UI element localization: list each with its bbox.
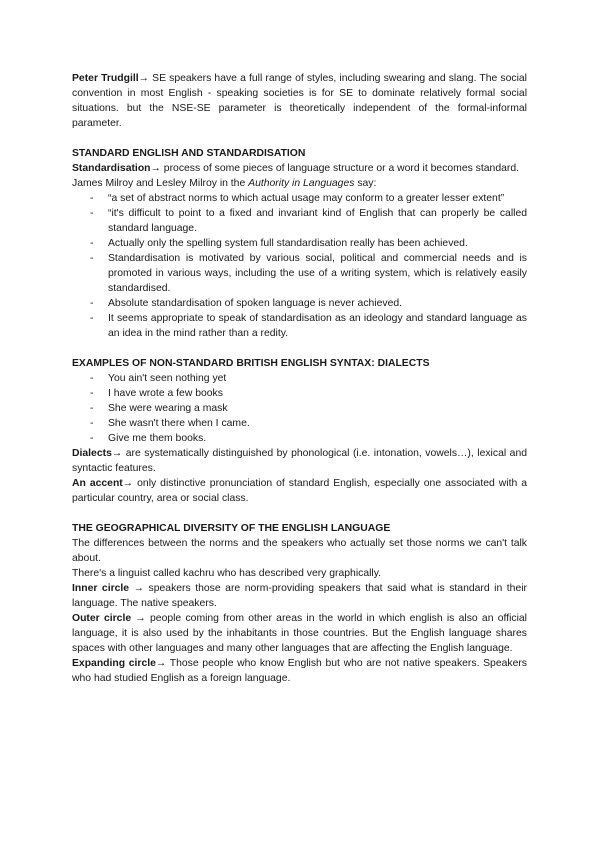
list-item: - Actually only the spelling system full standardisation really has been achieved. bbox=[108, 236, 527, 251]
standardisation-term: Standardisation bbox=[72, 163, 151, 174]
outer-circle-term: Outer circle bbox=[72, 613, 132, 624]
document-page bbox=[72, 71, 527, 686]
inner-circle-definition: Inner circle → speakers those are norm-providing speakers that said what is standard in their language. The native speakers. bbox=[72, 583, 527, 609]
list-item: - It seems appropriate to speak of standardisation as an ideology and standard language as an idea in the mind rather than a redity. bbox=[108, 311, 527, 341]
expanding-circle-term: Expanding circle bbox=[72, 658, 156, 669]
intro-text: → SE speakers have a full range of styles, including swearing and slang. The social convention in most English - speaking societies is for SE to dominate relatively formal social situations. but the NSE-SE parameter is theoretically independent of the formal-informal parameter. bbox=[72, 73, 527, 129]
milroy-list bbox=[72, 191, 527, 341]
list-item: - “it's difficult to point to a fixed and invariant kind of English that can properly be called standard language. bbox=[108, 206, 527, 236]
section3-heading: THE GEOGRAPHICAL DIVERSITY OF THE ENGLISH LANGUAGE bbox=[72, 523, 391, 534]
list-item: - She were wearing a mask bbox=[108, 401, 527, 416]
list-item: - Absolute standardisation of spoken language is never achieved. bbox=[108, 296, 527, 311]
milroy-intro: James Milroy and Lesley Milroy in the Authority in Languages say: bbox=[72, 178, 377, 189]
list-item: - Standardisation is motivated by various social, political and commercial needs and is promoted in various ways, including the use of a writing system, which is relatively easily standardised. bbox=[108, 251, 527, 296]
accent-term: An accent bbox=[72, 478, 123, 489]
list-item: - I have wrote a few books bbox=[108, 386, 527, 401]
inner-circle-term: Inner circle bbox=[72, 583, 130, 594]
book-title: Authority in Languages bbox=[248, 178, 355, 189]
norms-paragraph: The differences between the norms and the speakers who actually set those norms we can't talk about. bbox=[72, 538, 527, 564]
list-item: - “a set of abstract norms to which actual usage may conform to a greater lesser extent” bbox=[108, 191, 527, 206]
intro-paragraph bbox=[72, 71, 527, 131]
expanding-circle-definition: Expanding circle→ Those people who know English but who are not native speakers. Speakers who had studied English as a foreign language. bbox=[72, 658, 527, 684]
list-item: - She wasn't there when I came. bbox=[108, 416, 527, 431]
section1-heading: STANDARD ENGLISH AND STANDARDISATION bbox=[72, 148, 306, 159]
list-item: - Give me them books. bbox=[108, 431, 527, 446]
standardisation-text: → process of some pieces of language structure or a word it becomes standard. bbox=[150, 163, 520, 174]
kachru-paragraph: There's a linguist called kachru who has described very graphically. bbox=[72, 568, 382, 579]
list-item: - You ain't seen nothing yet bbox=[108, 371, 527, 386]
dialects-term: Dialects bbox=[72, 448, 112, 459]
accent-definition: An accent→ only distinctive pronunciation of standard English, especially one associated with a particular country, area or social class. bbox=[72, 478, 527, 504]
dialects-definition: Dialects→ are systematically distinguished by phonological (i.e. intonation, vowels…), lexical and syntactic features. bbox=[72, 448, 527, 474]
outer-circle-definition: Outer circle → people coming from other areas in the world in which english is also an official language, it is also used by the inhabitants in those countries. But the English language shares spaces with other languages and many other languages that are affecting the English language. bbox=[72, 613, 527, 654]
intro-name: Peter Trudgill bbox=[72, 73, 139, 84]
dialect-examples-list bbox=[72, 371, 527, 446]
section2-heading: EXAMPLES OF NON-STANDARD BRITISH ENGLISH SYNTAX: DIALECTS bbox=[72, 358, 430, 369]
standardisation-definition bbox=[72, 161, 527, 176]
